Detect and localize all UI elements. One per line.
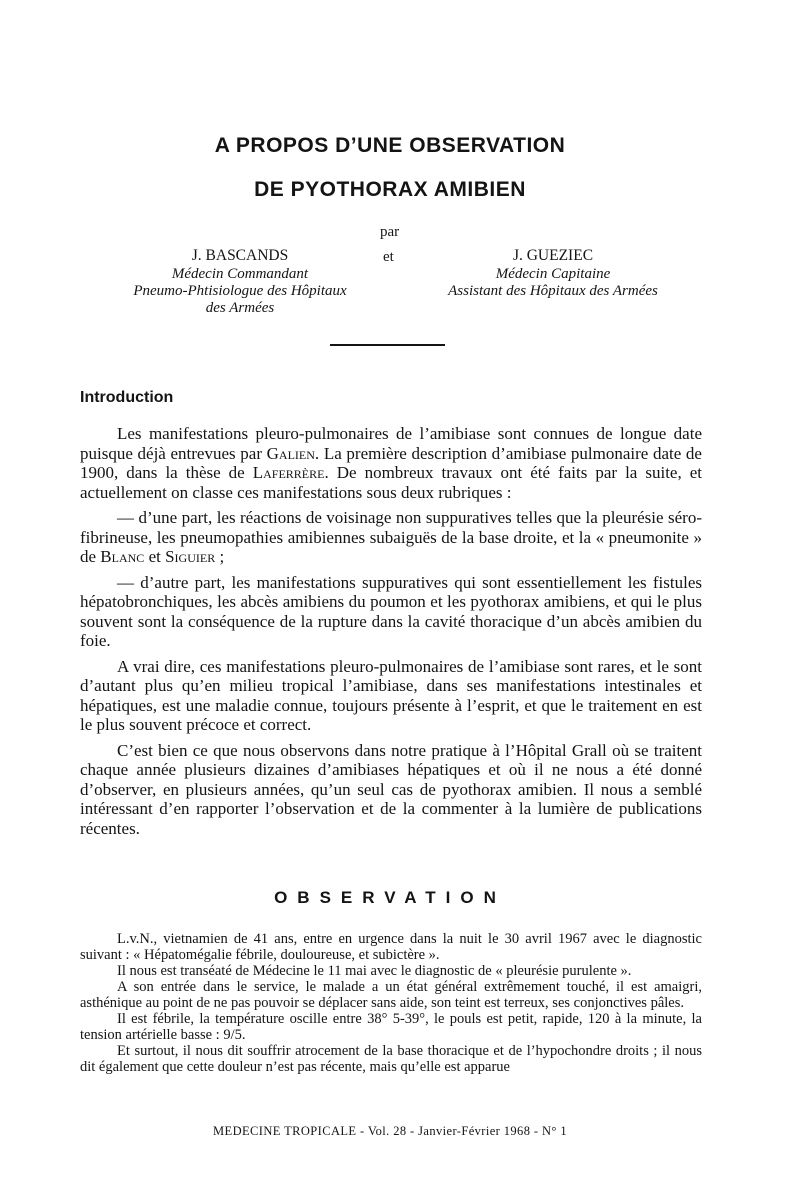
introduction-body <box>80 424 702 838</box>
intro-paragraph-3: — d’autre part, les manifestations suppuratives qui sont essentiellement les fistules hépatobronchiques, les abcès amibiens du poumon et les pyothorax amibiens, et qui le plus souvent sont la conséquence de la rupture dans la cavité thoracique d’un abcès amibien du foie. <box>80 572 702 650</box>
intro-paragraph-1 <box>80 424 702 502</box>
author-1-role-line-1: Médecin Commandant <box>171 266 309 282</box>
and-label: et <box>383 249 394 265</box>
author-1-role-line-2: Pneumo-Phtisiologue des Hôpitaux <box>133 283 347 299</box>
intro-paragraph-5: C’est bien ce que nous observons dans notre pratique à l’Hôpital Grall où se traitent chaque année plusieurs dizaines d’amibiases hépatiques et où il ne nous a été donné d’observer, en plusieurs années, qu’un seul cas de pyothorax amibien. Il nous a semblé intéressant d’en rapporter l’observation et de la commenter à la lumière de publications récentes. <box>80 740 702 838</box>
observation-paragraph-1: L.v.N., vietnamien de 41 ans, entre en urgence dans la nuit le 30 avril 1967 avec le diagnostic suivant : « Hépatomégalie fébrile, douloureuse, et subictère ». <box>80 931 702 963</box>
author-ref-siguier: Siguier <box>165 547 216 566</box>
observation-paragraph-4: Il est fébrile, la température oscille entre 38° 5-39°, le pouls est petit, rapide, 120 à la minute, la tension artérielle basse : 9/5. <box>80 1011 702 1043</box>
intro-p2-text-c: et <box>144 547 166 566</box>
intro-p1-text-e: . De nombreux travaux ont été faits par la suite, et actuellement on classe ces manifestations sous deux rubriques : <box>80 463 702 502</box>
author-ref-laferrere: Laferrère <box>252 463 325 482</box>
author-ref-blanc: Blanc <box>100 547 145 566</box>
author-1-role-line-3: des Armées <box>205 300 275 316</box>
article-title-line-1: A PROPOS D’UNE OBSERVATION <box>214 134 566 157</box>
journal-footer: MEDECINE TROPICALE - Vol. 28 - Janvier-Février 1968 - N° 1 <box>213 1124 567 1138</box>
intro-paragraph-2 <box>80 508 702 567</box>
intro-p2-text-e: ; <box>215 547 225 566</box>
observation-heading: OBSERVATION <box>274 888 506 907</box>
article-title-line-2: DE PYOTHORAX AMIBIEN <box>254 178 526 201</box>
introduction-heading: Introduction <box>80 389 174 406</box>
author-2-role-line-2: Assistant des Hôpitaux des Armées <box>448 283 658 299</box>
observation-paragraph-5: Et surtout, il nous dit souffrir atrocement de la base thoracique et de l’hypochondre droits ; il nous dit également que cette douleur n’est pas récente, mais qu’elle est apparue <box>80 1043 702 1075</box>
intro-paragraph-4: A vrai dire, ces manifestations pleuro-pulmonaires de l’amibiase sont rares, et le sont d’autant plus qu’en milieu tropical l’amibiase, dans ses manifestations intestinales et hépatiques, est une maladie connue, toujours présente à l’esprit, et que le traitement en est le plus souvent précoce et correct. <box>80 656 702 734</box>
intro-p1-text-c: . La première description d’amibiase pulmonaire date de 1900, dans la thèse de <box>80 443 702 482</box>
author-2 <box>408 247 698 300</box>
author-ref-galien: Galien <box>266 443 315 463</box>
author-1-name: J. BASCANDS <box>191 247 289 264</box>
intro-p1-text-a: Les manifestations pleuro-pulmonaires de l’amibiase sont connues de longue date puisque déjà entrevues par <box>80 424 702 463</box>
by-label: par <box>380 224 400 240</box>
author-1 <box>100 247 380 317</box>
observation-paragraph-2: Il nous est transéaté de Médecine le 11 mai avec le diagnostic de « pleurésie purulente ». <box>117 963 632 979</box>
intro-p2-text-a: — d’une part, les réactions de voisinage non suppuratives telles que la pleurésie séro-fibrineuse, les pneumopathies amibiennes subaiguës de la base droite, et la « pneumonite » de <box>80 508 702 566</box>
observation-body <box>80 931 702 1075</box>
observation-paragraph-3: A son entrée dans le service, le malade a un état général extrêmement touché, il est amaigri, asthénique au point de ne pas pouvoir se déplacer sans aide, son teint est terreux, ses conjonctives pâles. <box>80 979 702 1011</box>
separator-rule <box>330 344 445 346</box>
author-2-role-line-1: Médecin Capitaine <box>495 266 611 282</box>
author-2-name: J. GUEZIEC <box>512 247 594 264</box>
